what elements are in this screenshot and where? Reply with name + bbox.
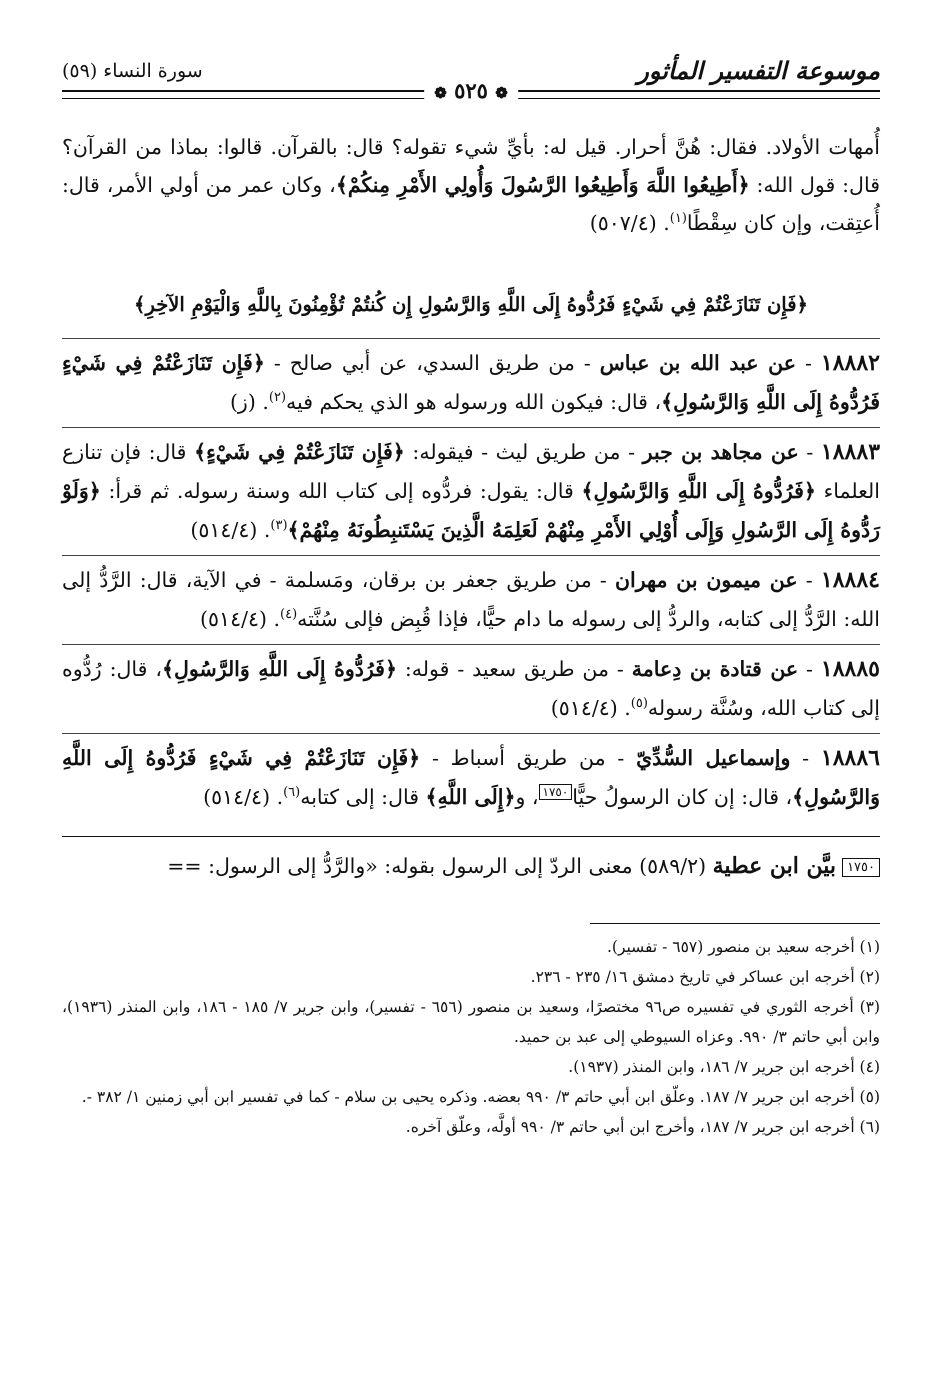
entry-number: ١٨٨٨٤: [820, 567, 880, 593]
volume-reference: . (٥١٤/٤): [200, 607, 281, 631]
quran-quote: ﴿فَرُدُّوهُ إِلَى اللَّهِ وَالرَّسُولِ﴾: [581, 479, 816, 503]
narration-entry: ١٨٨٨٣ - عن مجاهد بن جبر - من طريق ليث - فيقوله: ﴿فَإِن تَنَازَعْتُمْ فِي شَيْءٍ﴾ قال: فإن تنازع العلماء ﴿فَرُدُّوهُ إِلَى اللَّهِ وَالرَّسُولِ﴾ قال: يقول: فردُّوه إلى كتاب الله وسنة رسوله. ثم قرأ: ﴿وَلَوْ رَدُّوهُ إِلَى الرَّسُولِ وَإِلَى أُوْلِي الأَمْرِ مِنْهُمْ لَعَلِمَهُ الَّذِينَ يَسْتَنبِطُونَهُ مِنْهُمْ﴾$^{(٣)}$. (٥١٤/٤): [62, 427, 880, 555]
lead-paragraph: [62, 128, 880, 242]
quran-quote: ﴿فَإِن تَنَازَعْتُمْ فِي شَيْءٍ فَرُدُّوهُ إِلَى اللَّهِ وَالرَّسُولِ﴾: [62, 351, 880, 414]
entry-text: - من طريق أسباط -: [420, 746, 637, 770]
footnote: (٣) أخرجه الثوري في تفسيره ص٩٦ مختصرًا، وسعيد بن منصور (٦٥٦ - تفسير)، وابن جرير ٧/ ١٨٥ - ١٨٦، وابن المنذر (١٩٣٦)، وابن أبي حاتم ٣/ ٩٩٠. وعزاه السيوطي إلى عبد بن حميد.: [62, 998, 881, 1046]
narration-entry: ١٨٨٨٥ - عن قتادة بن دِعامة - من طريق سعيد - قوله: ﴿فَرُدُّوهُ إِلَى اللَّهِ وَالرَّسُولِ﴾، قال: رُدُّوه إلى كتاب الله، وسُنَّة رسوله$^{(٥)}$. (٥١٤/٤): [62, 644, 880, 733]
narration-entry: ١٨٨٨٦ - وإسماعيل السُّدِّيّ - من طريق أسباط - ﴿فَإِن تَنَازَعْتُمْ فِي شَيْءٍ فَرُدُّوهُ إِلَى اللَّهِ وَالرَّسُولِ﴾، قال: إن كان الرسولُ حيًّا١٧٥٠، و﴿إِلَى اللَّهِ﴾ قال: إلى كتابه$^{(٦)}$. (٥١٤/٤): [62, 733, 880, 822]
entry-number: ١٨٨٨٣: [820, 439, 881, 465]
entry-text: ، قال: رُدُّوه إلى كتاب الله، وسُنَّة رسوله: [62, 657, 880, 720]
volume-reference: . (٥١٤/٤): [550, 696, 631, 720]
ayah-heading: ﴿فَإِن تَنَازَعْتُمْ فِي شَيْءٍ فَرُدُّوهُ إِلَى اللَّهِ وَالرَّسُولِ إِن كُنتُمْ تُؤْمِنُونَ بِاللَّهِ وَالْيَوْمِ الآخِرِ﴾: [134, 293, 808, 316]
page-number: ٥٢٥: [454, 78, 488, 103]
commentary-text: معنى الردّ إلى الرسول بقوله: «والرَّدُّ إلى الرسول: ==: [167, 854, 633, 878]
footnote-marker: (١): [669, 211, 687, 227]
entry-number: ١٨٨٨٥: [820, 656, 880, 682]
narrator-name: وإسماعيل السُّدِّيّ: [636, 746, 791, 770]
footnotes: [62, 932, 880, 1142]
footnote: (٥) أخرجه ابن جرير ٧/ ١٨٧. وعلّق ابن أبي حاتم ٣/ ٩٩٠ بعضه. وذكره يحيى بن سلام - كما في تفسير ابن أبي زمنين ١/ ٣٨٢ -.: [81, 1088, 880, 1106]
book-title: موسوعة التفسير المأثور: [637, 56, 880, 85]
entry-text: قال: إلى كتابه: [300, 785, 426, 809]
footnote-marker: (٦): [283, 785, 301, 801]
commentary-reference: (٥٨٩/٢): [632, 854, 713, 878]
entry-text: ، و: [515, 785, 539, 809]
entry-text: - من طريق جعفر بن برقان، ومَسلمة - في الآية، قال: الرَّدُّ إلى الله: الرَّدُّ إلى كتابه، والردُّ إلى رسوله ما دام حيًّا، فإذا قُبِض فإلى سُنَّته: [62, 568, 880, 631]
surah-label: سورة النساء (٥٩): [62, 60, 203, 82]
entry-text: - من طريق ليث - فيقوله:: [404, 440, 643, 464]
entry-number: ١٨٨٨٦: [820, 745, 880, 771]
entry-text: ، قال: فيكون الله ورسوله هو الذي يحكم فيه: [286, 390, 662, 414]
entry-text: قال: فإن تنازع العلماء: [62, 440, 880, 503]
quran-quote: ﴿أَطِيعُوا اللَّهَ وَأَطِيعُوا الرَّسُولَ وَأُولِي الأَمْرِ مِنكُمْ﴾: [335, 173, 750, 197]
entry-text: - من طريق سعيد - قوله:: [397, 657, 632, 681]
footnote-marker: (٤): [280, 607, 298, 623]
footnote: (١) أخرجه سعيد بن منصور (٦٥٧ - تفسير).: [606, 938, 880, 956]
footnote-marker: (٢): [268, 390, 287, 406]
lead-text: ، وكان عمر من أولي الأمر، قال: أُعتِقت، وإن كان سِقْطًا: [62, 173, 880, 235]
volume-reference: . (٥١٤/٤): [190, 518, 271, 542]
entry-number: ١٨٨٨٢: [820, 350, 880, 376]
lead-text: أُمهات الأولاد. فقال: هُنَّ أحرار. قيل له: بأيِّ شيء تقوله؟ قال: بالقرآن. قالوا: بماذا من القرآن؟ قال: قول الله:: [62, 135, 880, 197]
footnote-marker: (٥): [630, 696, 648, 712]
quran-quote: ﴿فَرُدُّوهُ إِلَى اللَّهِ وَالرَّسُولِ﴾: [161, 657, 397, 681]
commentary-badge: ١٧٥٠: [842, 858, 880, 877]
entry-text: - من طريق السدي، عن أبي صالح -: [264, 351, 600, 375]
volume-reference: . (ز): [229, 390, 269, 414]
narrator-name: عن قتادة بن دِعامة: [631, 657, 799, 681]
page-number-box: [424, 78, 518, 103]
document-page: [62, 50, 880, 1350]
quran-quote: ﴿إِلَى اللَّهِ﴾: [425, 785, 516, 809]
commentary-badge: ١٧٥٠: [539, 784, 573, 800]
narrator-name: عن عبد الله بن عباس: [599, 351, 796, 375]
volume-reference: . (٥١٤/٤): [203, 785, 284, 809]
footnote: (٤) أخرجه ابن جرير ٧/ ١٨٦، وابن المنذر (١٩٣٧).: [568, 1058, 880, 1076]
commentary-author: بيَّن ابن عطية: [712, 853, 837, 879]
narration-entry: ١٨٨٨٤ - عن ميمون بن مهران - من طريق جعفر بن برقان، ومَسلمة - في الآية، قال: الرَّدُّ إلى الله: الرَّدُّ إلى كتابه، والردُّ إلى رسوله ما دام حيًّا، فإذا قُبِض فإلى سُنَّته$^{(٤)}$. (٥١٤/٤): [62, 555, 880, 644]
volume-reference: . (٥٠٧/٤): [589, 211, 670, 235]
narrator-name: عن مجاهد بن جبر: [642, 440, 799, 464]
entry-text: ، قال: إن كان الرسولُ حيًّا: [572, 785, 793, 809]
footnote: (٦) أخرجه ابن جرير ٧/ ١٨٧، وأخرج ابن أبي حاتم ٣/ ٩٩٠ أولَّه، وعلّق آخره.: [405, 1118, 880, 1136]
ornament-icon: ❁: [495, 84, 508, 102]
quran-quote: ﴿فَإِن تَنَازَعْتُمْ فِي شَيْءٍ فَرُدُّوهُ إِلَى اللَّهِ وَالرَّسُولِ﴾: [62, 746, 880, 809]
quran-quote: ﴿وَلَوْ رَدُّوهُ إِلَى الرَّسُولِ وَإِلَى أُوْلِي الأَمْرِ مِنْهُمْ لَعَلِمَهُ الَّذِينَ يَسْتَنبِطُونَهُ مِنْهُمْ﴾: [62, 479, 880, 542]
narration-entry: ١٨٨٨٢ - عن عبد الله بن عباس - من طريق السدي، عن أبي صالح - ﴿فَإِن تَنَازَعْتُمْ فِي شَيْءٍ فَرُدُّوهُ إِلَى اللَّهِ وَالرَّسُولِ﴾، قال: فيكون الله ورسوله هو الذي يحكم فيه$^{(٢)}$. (ز): [62, 338, 880, 427]
narrator-name: عن ميمون بن مهران: [614, 568, 798, 592]
entry-text: قال: يقول: فردُّوه إلى كتاب الله وسنة رسوله. ثم قرأ:: [100, 479, 582, 503]
quran-quote: ﴿فَإِن تَنَازَعْتُمْ فِي شَيْءٍ﴾: [194, 440, 405, 464]
footnote-divider: [590, 923, 880, 924]
footnote-marker: (٣): [270, 518, 288, 534]
footnote: (٢) أخرجه ابن عساكر في تاريخ دمشق ١٦/ ٢٣٥ - ٢٣٦.: [530, 968, 880, 986]
page-header: [62, 50, 880, 102]
commentary-note: [62, 836, 880, 885]
ornament-icon: ❁: [434, 84, 447, 102]
